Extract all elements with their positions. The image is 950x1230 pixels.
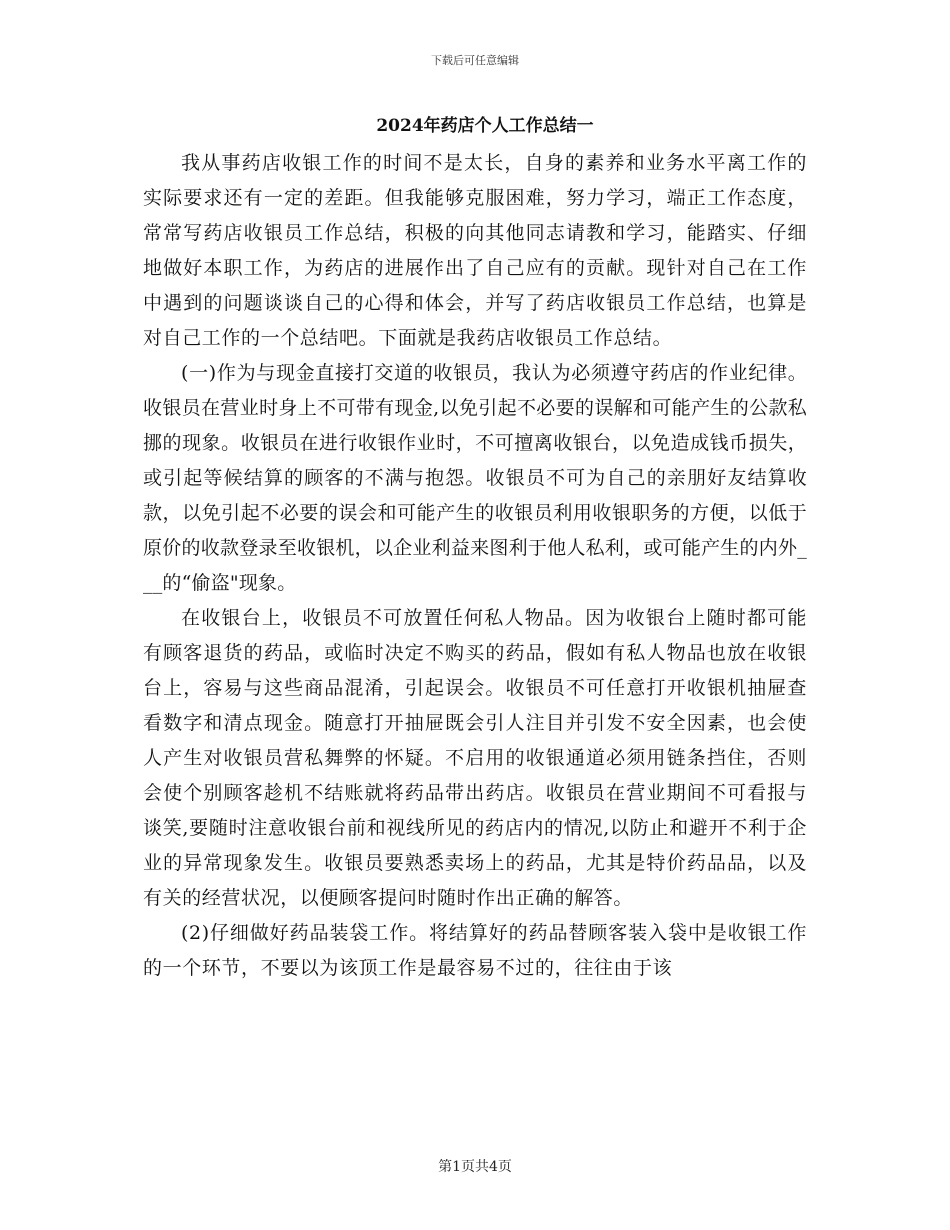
document-title: 2024年药店个人工作总结一 (376, 116, 594, 136)
document-body (143, 146, 807, 986)
header-note: 下载后可任意编辑 (431, 54, 519, 67)
paragraph-intro: 我从事药店收银工作的时间不是太长，自身的素养和业务水平离工作的实际要求还有一定的差距。但我能够克服困难，努力学习，端正工作态度，常常写药店收银员工作总结，积极的向其他同志请教和学习，能踏实、仔细地做好本职工作，为药店的进展作出了自己应有的贡献。现针对自己在工作中遇到的问题谈谈自己的心得和体会，并写了药店收银员工作总结，也算是对自己工作的一个总结吧。下面就是我药店收银员工作总结。 (143, 152, 807, 349)
page-number: 第1页共4页 (438, 1159, 512, 1175)
paragraph-cashier-desk: 在收银台上，收银员不可放置任何私人物品。因为收银台上随时都可能有顾客退货的药品，或临时决定不购买的药品，假如有私人物品也放在收银台上，容易与这些商品混淆，引起误会。收银员不可任意打开收银机抽屉查看数字和清点现金。随意打开抽屉既会引人注目并引发不安全因素，也会使人产生对收银员营私舞弊的怀疑。不启用的收银通道必须用链条挡住，否则会使个别顾客趁机不结账就将药品带出药店。收银员在营业期间不可看报与谈笑,要随时注意收银台前和视线所见的药店内的情况,以防止和避开不利于企业的异常现象发生。收银员要熟悉卖场上的药品，尤其是特价药品品，以及有关的经营状况，以便顾客提问时随时作出正确的解答。 (143, 607, 807, 909)
paragraph-bagging: (2)仔细做好药品装袋工作。将结算好的药品替顾客装入袋中是收银工作的一个环节，不要以为该顶工作是最容易不过的，往往由于该 (143, 922, 807, 979)
paragraph-discipline: (一)作为与现金直接打交道的收银员，我认为必须遵守药店的作业纪律。收银员在营业时身上不可带有现金,以免引起不必要的误解和可能产生的公款私挪的现象。收银员在进行收银作业时，不可擅离收银台，以免造成钱币损失，或引起等候结算的顾客的不满与抱怨。收银员不可为自己的亲朋好友结算收款，以免引起不必要的误会和可能产生的收银员利用收银职务的方便，以低于原价的收款登录至收银机，以企业利益来图利于他人私利，或可能产生的内外___的“偷盗"现象。 (143, 362, 807, 594)
